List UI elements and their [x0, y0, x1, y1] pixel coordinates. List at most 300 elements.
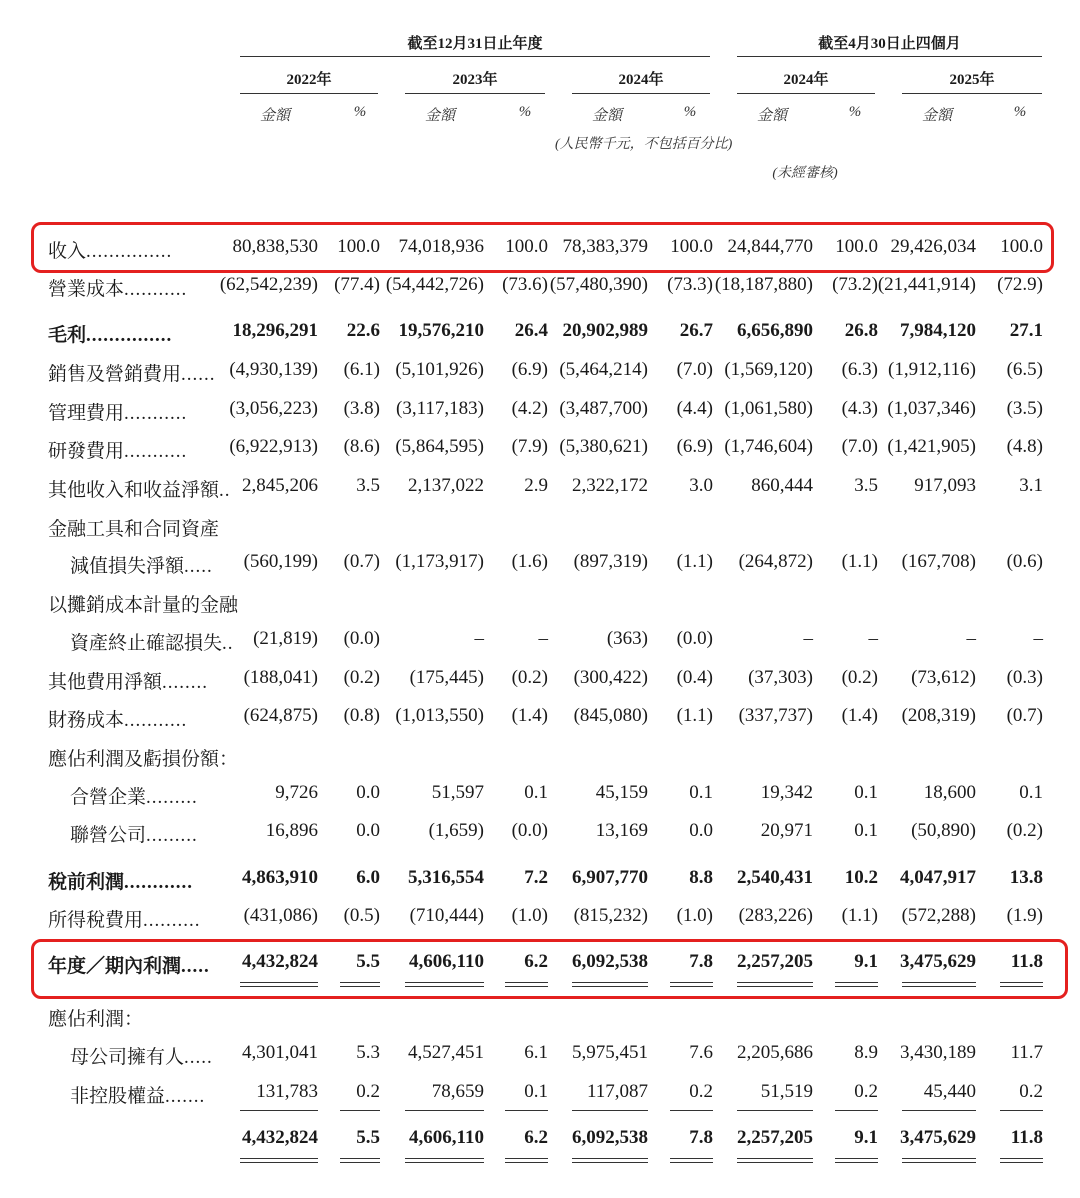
amount-cell: 45,440: [923, 1081, 976, 1102]
amount-cell: 24,844,770: [727, 236, 813, 257]
amount-cell: (624,875): [243, 705, 318, 726]
row-label: [48, 705, 187, 732]
row-label-text: 其他費用淨額: [48, 672, 163, 693]
subtotal-rule: [835, 1110, 878, 1111]
subtotal-rule: [737, 1110, 813, 1111]
percent-cell: 100.0: [337, 236, 380, 257]
percent-cell: (0.0): [343, 628, 380, 649]
subtotal-rule: [902, 1110, 976, 1111]
amount-cell: 917,093: [914, 475, 976, 496]
percent-cell: 7.6: [689, 1042, 713, 1063]
unaudited-note: (未經審核): [772, 166, 838, 181]
double-underline: [835, 1158, 878, 1163]
amount-cell: (54,442,726): [385, 274, 484, 295]
percent-cell: 0.2: [854, 1081, 878, 1102]
percent-cell: 26.8: [844, 320, 878, 341]
amount-cell: –: [474, 628, 484, 649]
percent-cell: (7.0): [841, 436, 878, 457]
pct-header: %: [683, 104, 697, 120]
percent-cell: (1.4): [511, 705, 548, 726]
double-underline: [505, 1158, 548, 1163]
year-rule: [572, 93, 710, 94]
percent-cell: 0.2: [689, 1081, 713, 1102]
amount-cell: (337,737): [738, 705, 813, 726]
amount-cell: 4,606,110: [409, 951, 484, 972]
percent-cell: (0.7): [343, 551, 380, 572]
amount-cell: (6,922,913): [229, 436, 318, 457]
row-label-text: 所得稅費用: [48, 910, 144, 931]
pct-header: %: [1013, 104, 1027, 120]
amount-cell: (50,890): [911, 820, 976, 841]
amount-cell: 7,984,120: [900, 320, 976, 341]
double-underline: [737, 1158, 813, 1163]
pct-header: %: [353, 104, 367, 120]
percent-cell: 2.9: [524, 475, 548, 496]
amount-cell: (37,303): [748, 667, 813, 688]
amount-cell: 16,896: [265, 820, 318, 841]
amount-cell: (845,080): [573, 705, 648, 726]
amount-cell: 13,169: [595, 820, 648, 841]
percent-cell: (0.7): [1006, 705, 1043, 726]
row-label-text: 金融工具和合同資產: [48, 519, 220, 540]
double-underline: [240, 1158, 318, 1163]
row-label: [48, 236, 172, 263]
amount-cell: 4,527,451: [408, 1042, 484, 1063]
amount-cell: (1,421,905): [887, 436, 976, 457]
percent-cell: (6.9): [676, 436, 713, 457]
percent-cell: (1.6): [511, 551, 548, 572]
year-header: 2024年: [783, 72, 829, 88]
percent-cell: (0.2): [841, 667, 878, 688]
amount-cell: 131,783: [256, 1081, 318, 1102]
percent-cell: (1.4): [841, 705, 878, 726]
percent-cell: 0.1: [524, 1081, 548, 1102]
percent-cell: 100.0: [505, 236, 548, 257]
amount-header: 金額: [756, 108, 787, 124]
percent-cell: (0.3): [1006, 667, 1043, 688]
row-label-text: 管理費用: [48, 403, 125, 424]
row-label-text: 營業成本: [48, 279, 125, 300]
percent-cell: –: [868, 628, 878, 649]
percent-cell: 9.1: [854, 1127, 878, 1148]
amount-cell: 78,383,379: [562, 236, 648, 257]
row-label-text: 財務成本: [48, 710, 125, 731]
amount-cell: 51,597: [431, 782, 484, 803]
percent-cell: 8.8: [689, 867, 713, 888]
double-underline: [1000, 982, 1043, 987]
percent-cell: (4.8): [1006, 436, 1043, 457]
amount-header: 金額: [591, 108, 622, 124]
amount-cell: 5,316,554: [408, 867, 484, 888]
amount-cell: (5,464,214): [559, 359, 648, 380]
percent-cell: 3.1: [1019, 475, 1043, 496]
leader-dots: ...............: [86, 325, 173, 346]
leader-dots: ..: [222, 633, 234, 654]
amount-cell: 78,659: [431, 1081, 484, 1102]
percent-cell: (0.5): [343, 905, 380, 926]
leader-dots: ...........: [124, 710, 188, 731]
percent-cell: (6.1): [343, 359, 380, 380]
amount-cell: (710,444): [409, 905, 484, 926]
percent-cell: 6.1: [524, 1042, 548, 1063]
percent-cell: (7.9): [511, 436, 548, 457]
percent-cell: (6.3): [841, 359, 878, 380]
row-label-text: 資產終止確認損失: [70, 633, 223, 654]
percent-cell: 0.1: [689, 782, 713, 803]
percent-cell: (1.1): [841, 905, 878, 926]
row-label: [48, 398, 187, 425]
percent-cell: (77.4): [334, 274, 380, 295]
row-label: [48, 744, 238, 771]
leader-dots: .........: [146, 825, 198, 846]
row-label-text: 應佔利潤：: [48, 1009, 144, 1030]
amount-cell: 2,257,205: [737, 1127, 813, 1148]
amount-cell: 2,322,172: [572, 475, 648, 496]
leader-dots: ...........: [124, 279, 188, 300]
percent-cell: 6.0: [356, 867, 380, 888]
leader-dots: .....: [184, 1047, 213, 1068]
row-label-text: 聯營公司: [70, 825, 147, 846]
percent-cell: 5.5: [356, 1127, 380, 1148]
leader-dots: .....: [184, 556, 213, 577]
amount-cell: (62,542,239): [219, 274, 318, 295]
row-label-text: 稅前利潤: [48, 872, 125, 893]
year-rule: [737, 93, 875, 94]
row-label: [48, 1004, 143, 1031]
row-label: [48, 436, 187, 463]
amount-cell: (1,061,580): [724, 398, 813, 419]
percent-cell: 100.0: [1000, 236, 1043, 257]
amount-cell: 4,432,824: [242, 951, 318, 972]
amount-cell: 3,475,629: [900, 1127, 976, 1148]
amount-cell: 117,087: [586, 1081, 648, 1102]
subtotal-rule: [405, 1110, 484, 1111]
percent-cell: (6.5): [1006, 359, 1043, 380]
double-underline: [240, 982, 318, 987]
percent-cell: 0.0: [356, 782, 380, 803]
percent-cell: 3.0: [689, 475, 713, 496]
amount-cell: (3,117,183): [396, 398, 484, 419]
percent-cell: 100.0: [670, 236, 713, 257]
double-underline: [902, 982, 976, 987]
percent-cell: 26.4: [514, 320, 548, 341]
percent-cell: (73.2): [832, 274, 878, 295]
amount-cell: 74,018,936: [398, 236, 484, 257]
amount-cell: (264,872): [738, 551, 813, 572]
percent-cell: 100.0: [835, 236, 878, 257]
amount-header: 金額: [424, 108, 455, 124]
percent-cell: 0.1: [524, 782, 548, 803]
row-label-text: 應佔利潤及虧損份額：: [48, 749, 239, 770]
percent-cell: (73.6): [502, 274, 548, 295]
percent-cell: (0.0): [511, 820, 548, 841]
percent-cell: 7.8: [689, 951, 713, 972]
amount-cell: 19,576,210: [398, 320, 484, 341]
header-rule: [737, 56, 1042, 57]
amount-cell: 5,975,451: [572, 1042, 648, 1063]
amount-cell: (572,288): [901, 905, 976, 926]
percent-cell: (1.1): [841, 551, 878, 572]
row-label: [48, 274, 187, 301]
double-underline: [670, 982, 713, 987]
year-header: 2022年: [286, 72, 332, 88]
percent-cell: (3.8): [343, 398, 380, 419]
row-label-text: 毛利: [48, 325, 87, 346]
percent-cell: 13.8: [1009, 867, 1043, 888]
row-label: [48, 359, 216, 386]
currency-note: (人民幣千元，不包括百分比): [555, 137, 733, 152]
amount-cell: 4,301,041: [242, 1042, 318, 1063]
percent-cell: 0.0: [689, 820, 713, 841]
percent-cell: 0.2: [1019, 1081, 1043, 1102]
double-underline: [572, 982, 648, 987]
amount-cell: (21,441,914): [877, 274, 976, 295]
amount-cell: 4,606,110: [409, 1127, 484, 1148]
leader-dots: .........: [146, 787, 198, 808]
row-label-text: 其他收入和收益淨額: [48, 480, 220, 501]
subtotal-rule: [340, 1110, 380, 1111]
year-header: 2025年: [949, 72, 995, 88]
percent-cell: (0.2): [511, 667, 548, 688]
subtotal-rule: [505, 1110, 548, 1111]
row-label: [48, 590, 238, 617]
header-four-months-group: 截至4月30日止四個月: [818, 36, 961, 52]
amount-cell: (1,912,116): [888, 359, 976, 380]
amount-cell: 3,430,189: [900, 1042, 976, 1063]
amount-cell: (283,226): [738, 905, 813, 926]
leader-dots: ............: [124, 872, 194, 893]
amount-cell: (431,086): [243, 905, 318, 926]
amount-cell: (1,569,120): [724, 359, 813, 380]
percent-cell: (0.8): [343, 705, 380, 726]
double-underline: [835, 982, 878, 987]
amount-cell: (1,037,346): [887, 398, 976, 419]
percent-cell: (0.6): [1006, 551, 1043, 572]
row-label-text: 研發費用: [48, 441, 125, 462]
percent-cell: 5.5: [356, 951, 380, 972]
subtotal-rule: [240, 1110, 318, 1111]
amount-cell: 18,600: [923, 782, 976, 803]
percent-cell: (1.0): [676, 905, 713, 926]
amount-cell: (5,380,621): [559, 436, 648, 457]
row-label-text: 合營企業: [70, 787, 147, 808]
double-underline: [902, 1158, 976, 1163]
year-header: 2024年: [618, 72, 664, 88]
amount-cell: 80,838,530: [232, 236, 318, 257]
percent-cell: –: [538, 628, 548, 649]
amount-cell: 6,907,770: [572, 867, 648, 888]
amount-cell: 2,257,205: [737, 951, 813, 972]
percent-cell: 10.2: [844, 867, 878, 888]
percent-cell: (0.2): [1006, 820, 1043, 841]
amount-cell: 2,540,431: [737, 867, 813, 888]
row-label-text: 年度／期內利潤: [48, 956, 182, 977]
percent-cell: (1.1): [676, 705, 713, 726]
row-label: [70, 782, 198, 809]
amount-cell: (1,173,917): [395, 551, 484, 572]
amount-cell: 20,971: [760, 820, 813, 841]
amount-cell: (560,199): [243, 551, 318, 572]
amount-cell: 2,137,022: [408, 475, 484, 496]
percent-cell: 0.1: [854, 782, 878, 803]
amount-cell: 45,159: [595, 782, 648, 803]
year-rule: [902, 93, 1042, 94]
subtotal-rule: [670, 1110, 713, 1111]
pct-header: %: [518, 104, 532, 120]
row-label-text: 母公司擁有人: [70, 1047, 185, 1068]
amount-cell: (1,746,604): [724, 436, 813, 457]
percent-cell: 11.8: [1010, 1127, 1043, 1148]
percent-cell: 3.5: [854, 475, 878, 496]
percent-cell: 0.1: [854, 820, 878, 841]
amount-cell: (21,819): [253, 628, 318, 649]
header-rule: [240, 56, 710, 57]
row-label: [48, 905, 201, 932]
amount-cell: (188,041): [243, 667, 318, 688]
percent-cell: (6.9): [511, 359, 548, 380]
percent-cell: 11.7: [1010, 1042, 1043, 1063]
row-label-text: 減值損失淨額: [70, 556, 185, 577]
amount-cell: –: [966, 628, 976, 649]
amount-cell: (300,422): [573, 667, 648, 688]
amount-cell: 4,863,910: [242, 867, 318, 888]
double-underline: [737, 982, 813, 987]
percent-cell: (1.9): [1006, 905, 1043, 926]
percent-cell: (0.2): [343, 667, 380, 688]
amount-cell: 3,475,629: [900, 951, 976, 972]
percent-cell: 0.0: [356, 820, 380, 841]
amount-cell: 4,047,917: [900, 867, 976, 888]
amount-cell: 2,845,206: [242, 475, 318, 496]
leader-dots: ........: [162, 672, 209, 693]
amount-cell: (363): [606, 628, 648, 649]
double-underline: [1000, 1158, 1043, 1163]
percent-cell: 9.1: [854, 951, 878, 972]
percent-cell: 8.9: [854, 1042, 878, 1063]
percent-cell: 0.1: [1019, 782, 1043, 803]
percent-cell: (1.1): [676, 551, 713, 572]
row-label: [70, 820, 198, 847]
year-header: 2023年: [452, 72, 498, 88]
leader-dots: ...............: [86, 241, 173, 262]
amount-cell: 860,444: [751, 475, 813, 496]
pct-header: %: [848, 104, 862, 120]
row-label: [48, 667, 208, 694]
row-label-text: 非控股權益: [70, 1086, 166, 1107]
percent-cell: –: [1033, 628, 1043, 649]
year-rule: [240, 93, 378, 94]
percent-cell: (0.4): [676, 667, 713, 688]
amount-cell: (4,930,139): [229, 359, 318, 380]
double-underline: [505, 982, 548, 987]
row-label: [70, 1042, 213, 1069]
amount-cell: 51,519: [760, 1081, 813, 1102]
row-label: [70, 1081, 205, 1108]
percent-cell: (7.0): [676, 359, 713, 380]
leader-dots: .....: [181, 956, 210, 977]
amount-header: 金額: [259, 108, 290, 124]
amount-cell: –: [803, 628, 813, 649]
amount-cell: 9,726: [275, 782, 318, 803]
percent-cell: 26.7: [679, 320, 713, 341]
amount-cell: (3,056,223): [229, 398, 318, 419]
amount-cell: (897,319): [573, 551, 648, 572]
row-label: [48, 320, 172, 347]
percent-cell: 6.2: [524, 1127, 548, 1148]
percent-cell: (4.4): [676, 398, 713, 419]
amount-cell: (175,445): [409, 667, 484, 688]
amount-cell: (73,612): [911, 667, 976, 688]
amount-header: 金額: [921, 108, 952, 124]
amount-cell: (1,659): [428, 820, 484, 841]
amount-cell: (18,187,880): [714, 274, 813, 295]
amount-cell: 2,205,686: [737, 1042, 813, 1063]
row-label-text: 收入: [48, 241, 87, 262]
subtotal-rule: [572, 1110, 648, 1111]
percent-cell: 7.8: [689, 1127, 713, 1148]
leader-dots: ......: [181, 364, 216, 385]
leader-dots: ...........: [124, 441, 188, 462]
amount-cell: 6,656,890: [737, 320, 813, 341]
leader-dots: ..: [219, 480, 231, 501]
amount-cell: 4,432,824: [242, 1127, 318, 1148]
double-underline: [572, 1158, 648, 1163]
percent-cell: (73.3): [667, 274, 713, 295]
amount-cell: 20,902,989: [562, 320, 648, 341]
amount-cell: (5,101,926): [395, 359, 484, 380]
amount-cell: (5,864,595): [395, 436, 484, 457]
percent-cell: 3.5: [356, 475, 380, 496]
double-underline: [405, 1158, 484, 1163]
percent-cell: 11.8: [1010, 951, 1043, 972]
percent-cell: 5.3: [356, 1042, 380, 1063]
amount-cell: 6,092,538: [572, 951, 648, 972]
leader-dots: ..........: [143, 910, 201, 931]
double-underline: [340, 1158, 380, 1163]
double-underline: [405, 982, 484, 987]
leader-dots: .......: [165, 1086, 206, 1107]
row-label-text: 銷售及營銷費用: [48, 364, 182, 385]
double-underline: [340, 982, 380, 987]
row-label: [48, 951, 210, 978]
row-label: [70, 551, 213, 578]
percent-cell: 27.1: [1009, 320, 1043, 341]
row-label: [48, 867, 193, 894]
leader-dots: ...........: [124, 403, 188, 424]
amount-cell: (57,480,390): [549, 274, 648, 295]
percent-cell: 0.2: [356, 1081, 380, 1102]
percent-cell: 7.2: [524, 867, 548, 888]
year-rule: [405, 93, 545, 94]
row-label: [48, 514, 219, 541]
percent-cell: (4.3): [841, 398, 878, 419]
amount-cell: 18,296,291: [232, 320, 318, 341]
percent-cell: 22.6: [346, 320, 380, 341]
amount-cell: (3,487,700): [559, 398, 648, 419]
percent-cell: (0.0): [676, 628, 713, 649]
amount-cell: (1,013,550): [395, 705, 484, 726]
amount-cell: (815,232): [573, 905, 648, 926]
header-fiscal-year-group: 截至12月31日止年度: [407, 36, 543, 52]
percent-cell: (8.6): [343, 436, 380, 457]
row-label-text: 以攤銷成本計量的金融: [48, 595, 239, 616]
amount-cell: 29,426,034: [890, 236, 976, 257]
double-underline: [670, 1158, 713, 1163]
amount-cell: 19,342: [760, 782, 813, 803]
amount-cell: (208,319): [901, 705, 976, 726]
percent-cell: (3.5): [1006, 398, 1043, 419]
percent-cell: (4.2): [511, 398, 548, 419]
